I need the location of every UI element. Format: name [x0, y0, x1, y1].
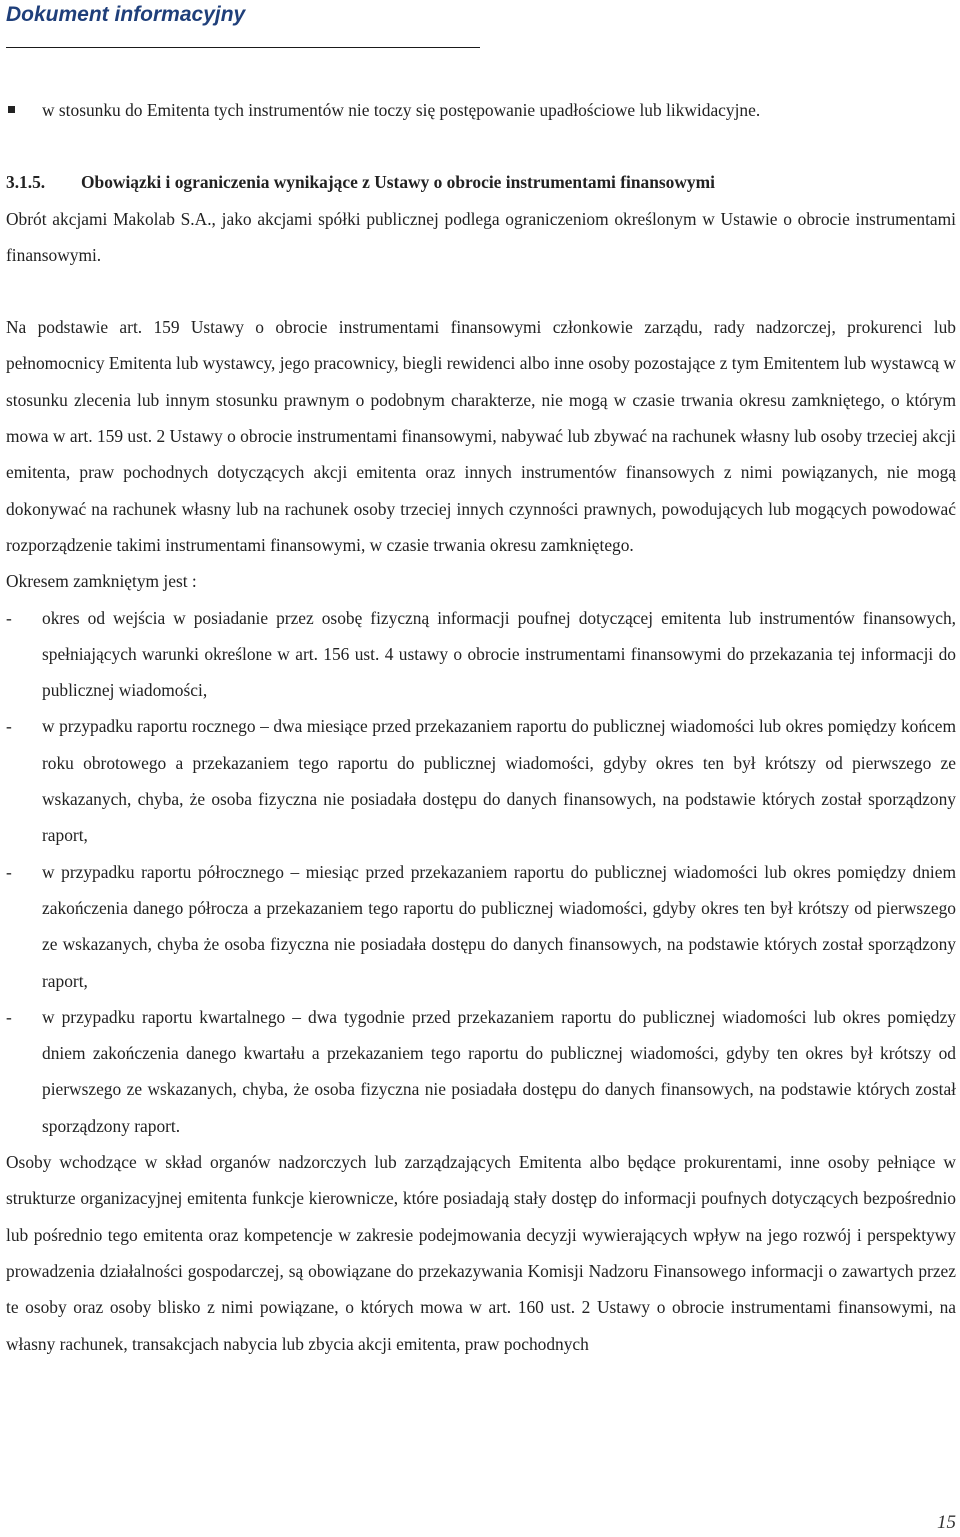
- dash-marker: -: [6, 861, 12, 882]
- closed-period-label: Okresem zamkniętym jest :: [6, 571, 197, 592]
- closed-period-item: [6, 999, 956, 1144]
- header-divider: [6, 47, 480, 48]
- bullet-list-item: [6, 92, 956, 128]
- bullet-text: w stosunku do Emitenta tych instrumentów nie toczy się postępowanie upadłościowe lub likwidacyjne.: [42, 100, 761, 120]
- closed-period-text: w przypadku raportu półrocznego – miesiąc przed przekazaniem raportu do publicznej wiadomości lub okres pomiędzy dniem zakończenia danego półrocza a przekazaniem tego raportu do publicznej wiadomości, gdyby okres ten był krótszy od pierwszego ze wskazanych, chyba że osoba fizyczna nie posiadała dostępu do danych finansowych, na podstawie których został sporządzony raport,: [42, 861, 956, 991]
- dash-marker: -: [6, 716, 12, 737]
- section-number: 3.1.5.: [6, 172, 46, 193]
- document-header-title: Dokument informacyjny: [6, 3, 246, 26]
- reporting-obligation-paragraph: Osoby wchodzące w skład organów nadzorczych lub zarządzających Emitenta albo będące prokurentami, inne osoby pełniące w strukturze organizacyjnej emitenta funkcje kierownicze, które posiadają stały dostęp do informacji poufnych dotyczących bezpośrednio lub pośrednio tego emitenta oraz kompetencje w zakresie podejmowania decyzji wywierających wpływ na jego rozwój i perspektywy prowadzenia działalności gospodarczej, są obowiązane do przekazywania Komisji Nadzoru Finansowego informacji o zawartych przez te osoby oraz osoby blisko z nimi powiązane, o których mowa w art. 160 ust. 2 Ustawy o obrocie instrumentami finansowymi, na własny rachunek, transakcjach nabycia lub zbycia akcji emitenta, praw pochodnych: [6, 1152, 956, 1354]
- closed-period-item: [6, 708, 956, 853]
- page-number: 15: [937, 1512, 956, 1533]
- closed-period-item: [6, 600, 956, 709]
- intro-paragraph: Obrót akcjami Makolab S.A., jako akcjami spółki publicznej podlega ograniczeniom określonym w Ustawie o obrocie instrumentami finansowymi.: [6, 208, 956, 265]
- dash-marker: -: [6, 607, 12, 628]
- closed-period-text: w przypadku raportu rocznego – dwa miesiące przed przekazaniem raportu do publicznej wiadomości lub okres pomiędzy końcem roku obrotowego a przekazaniem tego raportu do publicznej wiadomości, gdyby okres ten był krótszy od pierwszego ze wskazanych, chyba, że osoba fizyczna nie posiadała dostępu do danych finansowych, na podstawie których został sporządzony raport,: [42, 716, 956, 846]
- closed-period-item: [6, 854, 956, 999]
- closed-period-text: w przypadku raportu kwartalnego – dwa tygodnie przed przekazaniem raportu do publicznej wiadomości lub okres pomiędzy dniem zakończenia danego kwartału a przekazaniem tego raportu do publicznej wiadomości, gdyby ten okres był krótszy od pierwszego ze wskazanych, chyba, że osoba fizyczna nie posiadała dostępu do danych finansowych, na podstawie których został sporządzony raport.: [42, 1006, 956, 1136]
- square-bullet-icon: [8, 106, 15, 113]
- section-heading: [6, 164, 956, 200]
- dash-marker: -: [6, 1006, 12, 1027]
- document-page-body: [6, 92, 956, 1362]
- section-title: Obowiązki i ograniczenia wynikające z Ustawy o obrocie instrumentami finansowymi: [81, 172, 715, 193]
- closed-period-text: okres od wejścia w posiadanie przez osobę fizyczną informacji poufnej dotyczącej emitenta lub instrumentów finansowych, spełniających warunki określone w art. 156 ust. 4 ustawy o obrocie instrumentami finansowymi do przekazania tej informacji do publicznej wiadomości,: [42, 607, 956, 701]
- art159-paragraph: Na podstawie art. 159 Ustawy o obrocie instrumentami finansowymi członkowie zarządu, rady nadzorczej, prokurenci lub pełnomocnicy Emitenta lub wystawcy, jego pracownicy, biegli rewidenci albo inne osoby pozostające z tym Emitentem lub wystawcą w stosunku zlecenia lub innym stosunku prawnym o podobnym charakterze, nie mogą w czasie trwania okresu zamkniętego, o którym mowa w art. 159 ust. 2 Ustawy o obrocie instrumentami finansowymi, nabywać lub zbywać na rachunek własny lub osoby trzeciej akcji emitenta, praw pochodnych dotyczących akcji emitenta oraz innych instrumentów finansowych z nimi powiązanych, nie mogą dokonywać na rachunek własny lub na rachunek osoby trzeciej innych czynności prawnych, powodujących lub mogących powodować rozporządzenie takimi instrumentami finansowymi, w czasie trwania okresu zamkniętego.: [6, 317, 956, 555]
